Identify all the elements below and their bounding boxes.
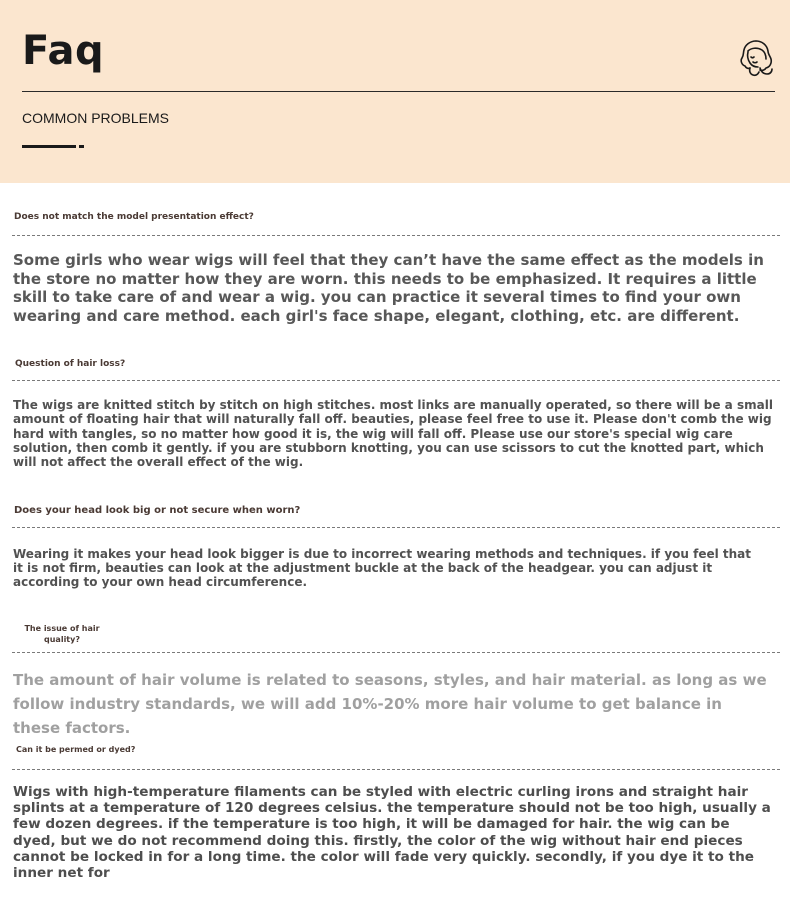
faq-answer: Wigs with high-temperature filaments can be styled with electric curling irons and straight hair splints at a temperature of 120 degrees celsius. the temperature should not be too high, usually a few dozen degrees. if the temperature is too high, it will be damaged for hair. the wig can be dyed, but we do not recommend doing this. firstly, the color of the wig without hair end pieces cannot be locked in for a long time. the color will fade very quickly. secondly, if you dye it to the inner net for <box>13 784 771 882</box>
faq-answer: The wigs are knitted stitch by stitch on high stitches. most links are manually operated, so there will be a small amount of floating hair that will naturally fall off. beauties, please feel free to use it. Please don't comb the wig hard with tangles, so no matter how good it is, the wig will fall off. Please use our store's special wig care solution, then comb it gently. if you are stubborn knotting, you can use scissors to cut the knotted part, which will not affect the overall effect of the wig. <box>13 398 773 470</box>
faq-question <box>22 623 102 645</box>
faq-divider <box>12 769 780 770</box>
faq-question-line: The issue of hair <box>24 624 100 633</box>
faq-answer: Wearing it makes your head look bigger is due to incorrect wearing methods and techniques. if you feel that it is not firm, beauties can look at the adjustment buckle at the back of the headgear. you can adjust it according to your own head circumference. <box>13 547 752 589</box>
accent-bar <box>22 145 76 148</box>
faq-question: Does not match the model presentation effect? <box>14 212 254 222</box>
faq-answer: The amount of hair volume is related to seasons, styles, and hair material. as long as we follow industry standards, we will add 10%-20% more hair volume to get balance in these factors. <box>13 671 767 737</box>
faq-question-line: quality? <box>44 635 80 644</box>
faq-answer: Some girls who wear wigs will feel that they can’t have the same effect as the models in the store no matter how they are worn. this needs to be emphasized. It requires a little skill to take care of and wear a wig. you can practice it several times to find your own wearing and care method. each girl's face shape, elegant, clothing, etc. are different. <box>13 251 764 325</box>
faq-question: Does your head look big or not secure when worn? <box>14 505 301 516</box>
faq-divider <box>12 527 780 528</box>
page-subtitle: COMMON PROBLEMS <box>22 110 170 126</box>
page-title: Faq <box>22 28 105 74</box>
header-divider <box>22 91 775 92</box>
wig-head-icon <box>735 38 777 80</box>
faq-divider <box>12 235 780 236</box>
faq-question: Can it be permed or dyed? <box>16 745 136 754</box>
faq-divider <box>12 380 780 381</box>
accent-dot <box>79 145 84 148</box>
faq-divider <box>12 652 780 653</box>
faq-header <box>0 0 790 183</box>
faq-question: Question of hair loss? <box>15 359 126 369</box>
